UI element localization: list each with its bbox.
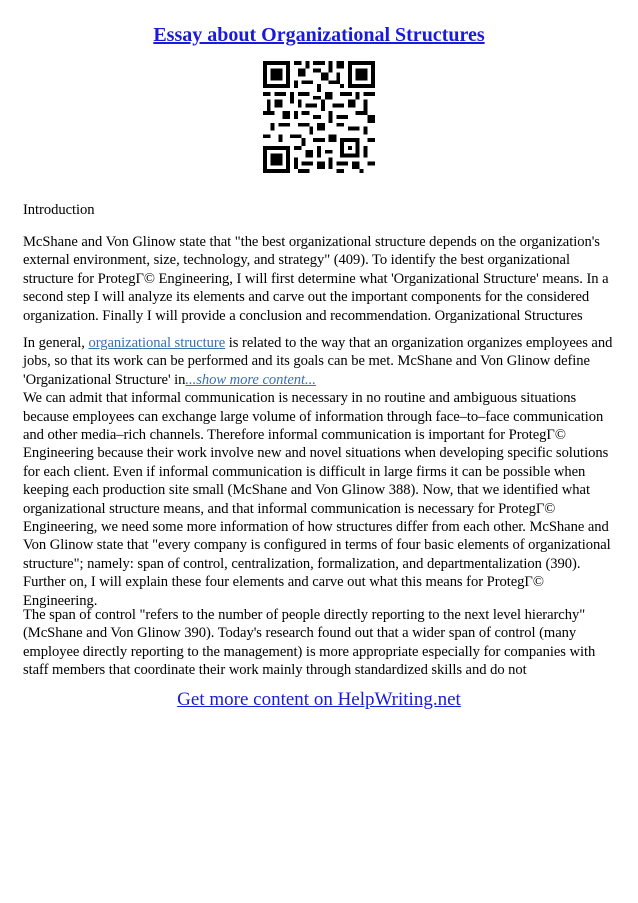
introduction-heading: Introduction — [23, 202, 95, 218]
paragraph-1: McShane and Von Glinow state that "the best organizational structure depends on the organization's external environment, size, technology, and strategy" (409). To identify the best organizational structure for ProtegГ© Engineering, I will first determine what 'Organizational Structure' means. In a second step I will analyze its elements and carve out the important components for the considered organization. Finally I will provide a conclusion and recommendation. Organizational Structures — [23, 234, 609, 324]
paragraph-2-mid: is related to the way that an organization organizes employees and jobs, so that its work can be performed and its goals can be met. McShane and Von Glinow define 'Organizational Structure' in — [23, 335, 613, 388]
show-more-link[interactable]: ...show more content... — [185, 371, 316, 388]
qr-code-icon — [263, 61, 375, 173]
paragraph-2-rest: We can admit that informal communication is necessary in no routine and ambiguous situations because employees can exchange large volume of information through face–to–face communication and other media–rich channels. Therefore informal communication is important for ProtegГ© Engineering because their work involve new and novel situations when developing specific solutions for each client. Even if informal communication is difficult in large firms it can be possible when keeping each production site small (McShane and Von Glinow 388). Now, that we identified what organizational structure means, and that informal communication is necessary for ProtegГ© Engineering, we need some more information of how structures differ from each other. McShane and Von Glinow state that "every company is configured in terms of four basic elements of organizational structure"; namely: span of control, centralization, formalization, and departmentalization (390). Further on, I will explain these four elements and carve out what this means for ProtegГ© Engineering. — [23, 390, 611, 609]
document-title[interactable]: Essay about Organizational Structures — [153, 24, 485, 46]
get-more-content-link[interactable]: Get more content on HelpWriting.net — [177, 689, 461, 710]
organizational-structure-link[interactable]: organizational structure — [88, 335, 226, 351]
paragraph-2-start: In general, — [23, 335, 89, 351]
paragraph-2 — [23, 334, 617, 610]
paragraph-3: The span of control "refers to the number of people directly reporting to the next level hierarchy" (McShane and Von Glinow 390). Today's research found out that a wider span of control (many employee directly reporting to the management) is more appropriate especially for companies with staff members that coordinate their work mainly through standardized skills and do not — [23, 607, 596, 679]
